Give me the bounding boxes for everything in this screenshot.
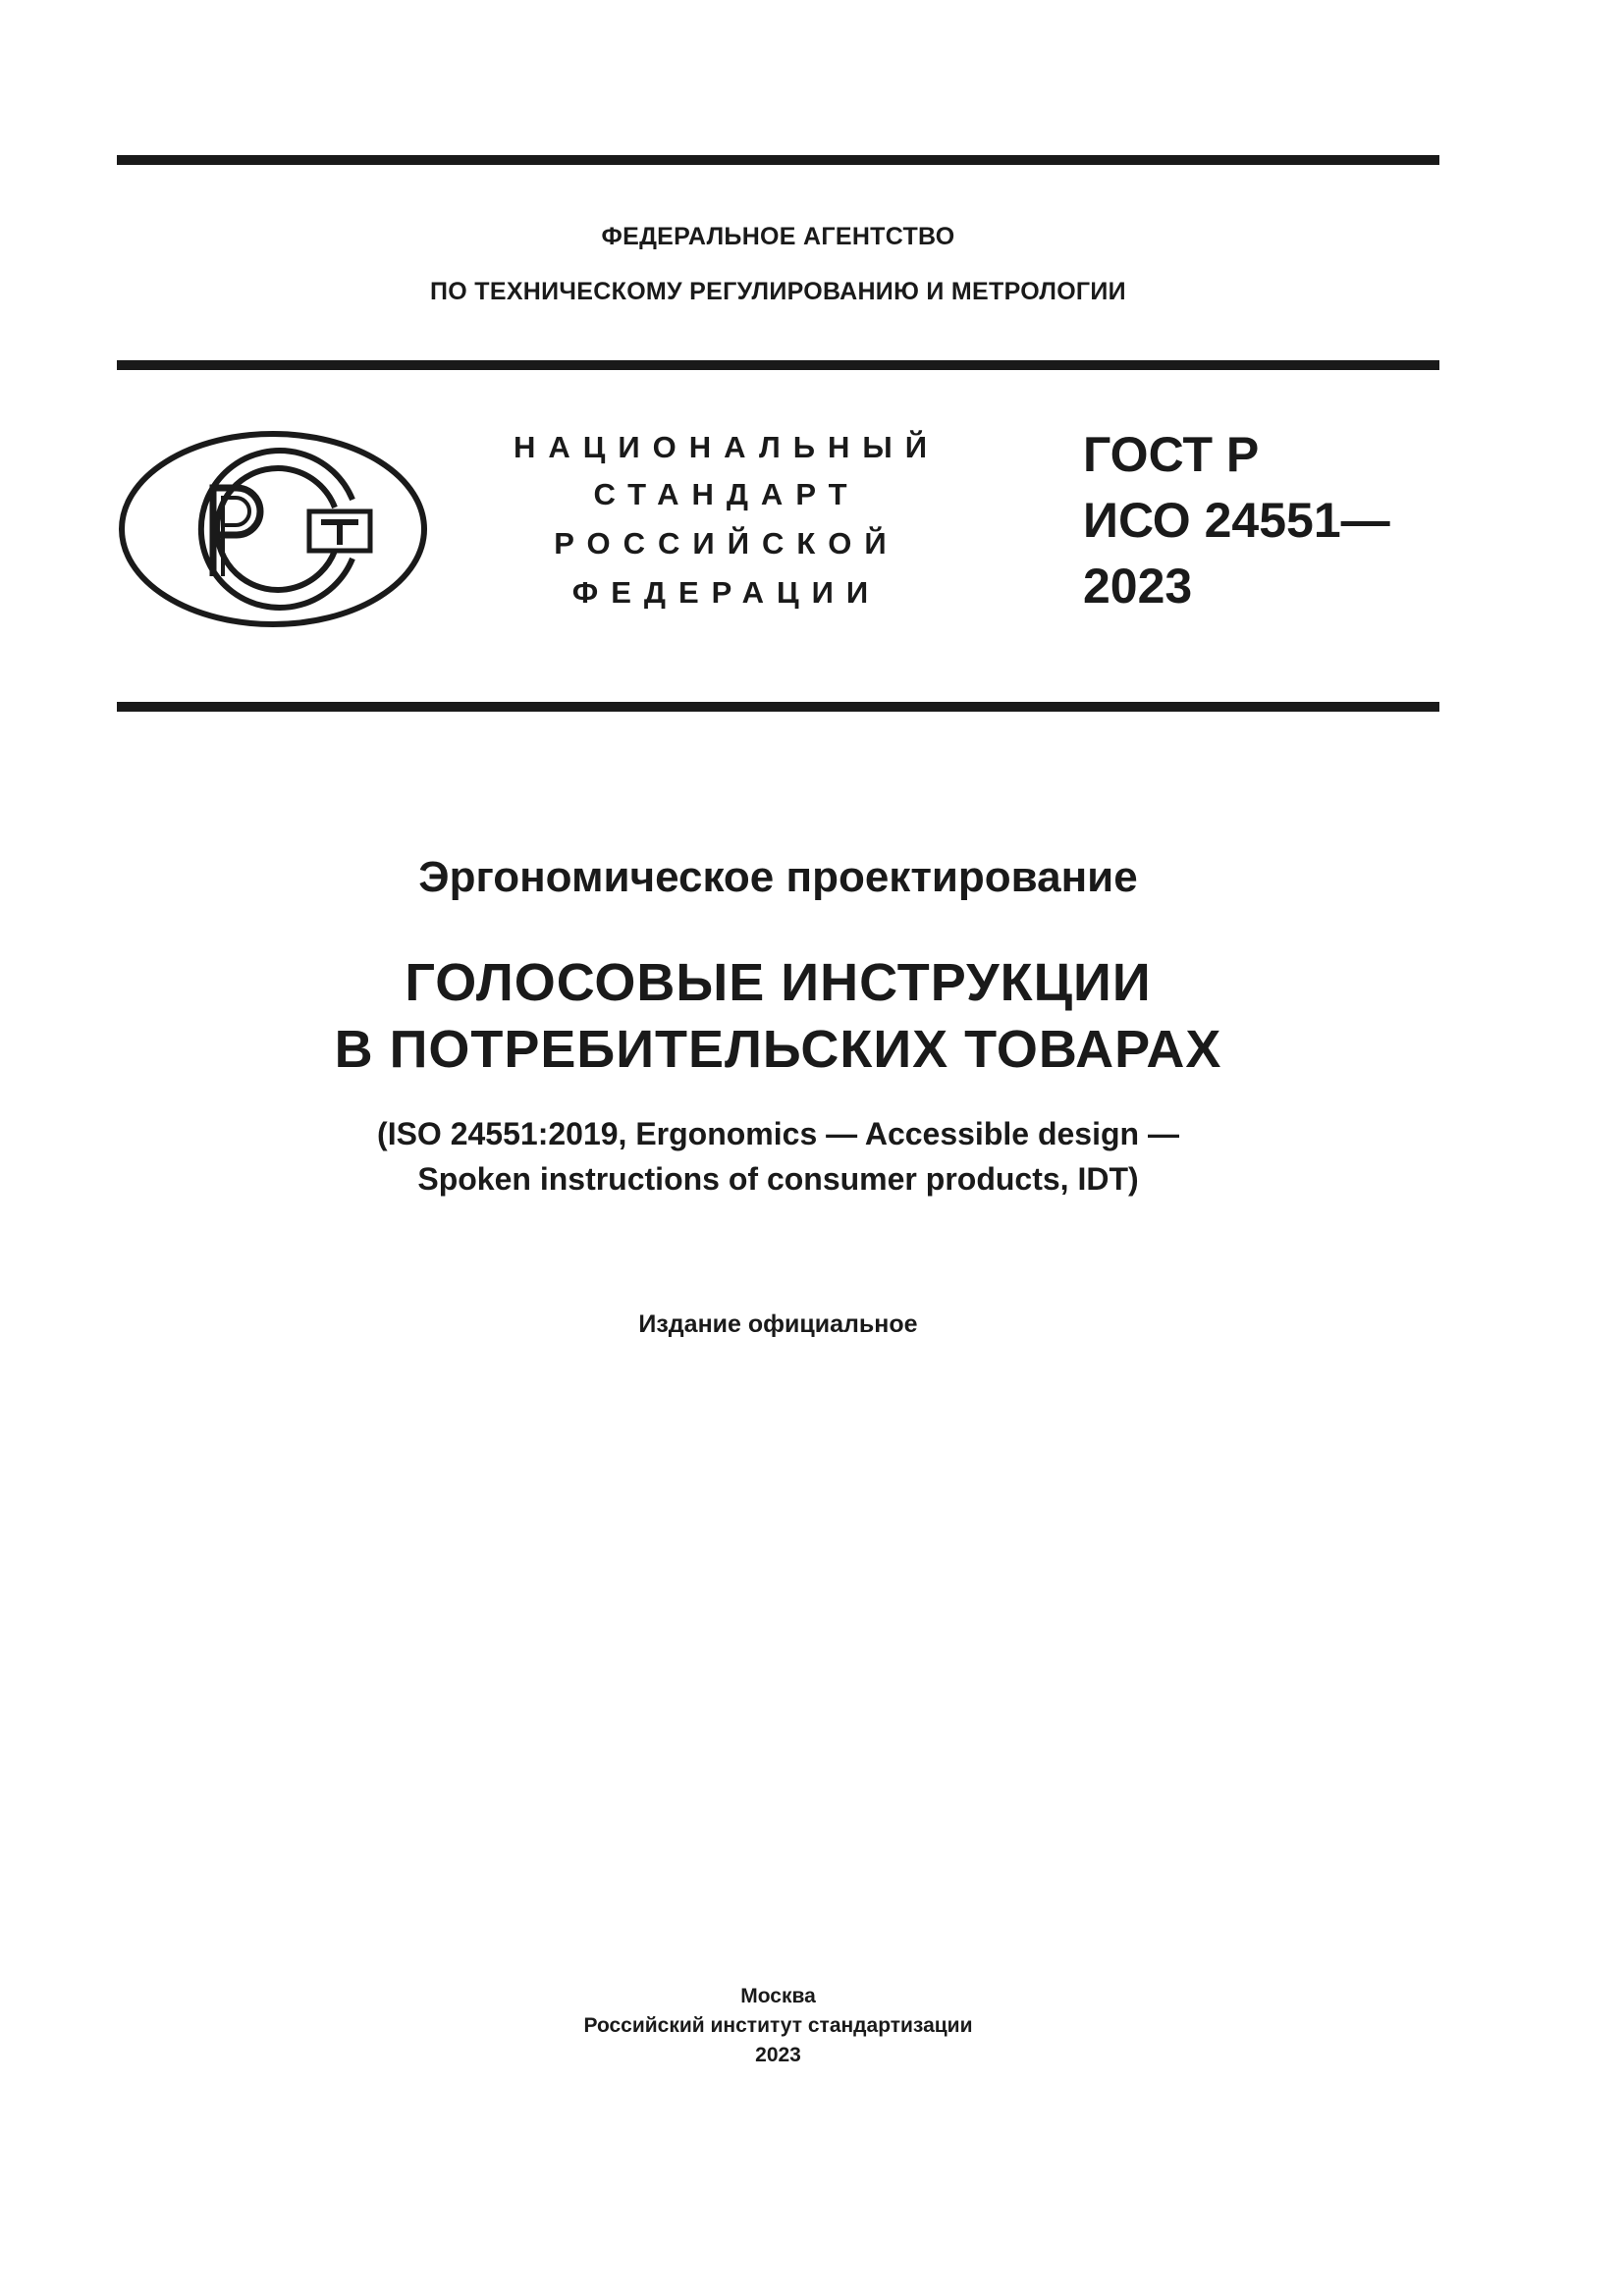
document-title-line-1: ГОЛОСОВЫЕ ИНСТРУКЦИИ (405, 953, 1152, 1012)
iso-reference-line-1: (ISO 24551:2019, Ergonomics — Accessible design — (377, 1116, 1179, 1151)
standard-designation-year: 2023 (1083, 559, 1193, 614)
standard-designation-line-2: ИСО 24551— (1083, 493, 1390, 548)
agency-name-line-2: ПО ТЕХНИЧЕСКОМУ РЕГУЛИРОВАНИЮ И МЕТРОЛОГИИ (430, 278, 1126, 305)
national-standard-line-2: СТАНДАРТ (593, 477, 860, 511)
agency-name-line-1: ФЕДЕРАЛЬНОЕ АГЕНТСТВО (601, 223, 955, 250)
header-divider-rule (117, 360, 1439, 370)
edition-label: Издание официальное (638, 1310, 918, 1338)
top-rule (117, 155, 1439, 165)
standard-designation-line-1: ГОСТ Р (1083, 427, 1260, 482)
rst-conformity-mark-icon (117, 429, 429, 629)
document-subtitle: Эргономическое проектирование (418, 853, 1138, 901)
iso-reference-line-2: Spoken instructions of consumer products, IDT) (417, 1161, 1139, 1197)
national-standard-line-1: НАЦИОНАЛЬНЫЙ (513, 430, 941, 464)
header-bottom-rule (117, 702, 1439, 712)
document-title-line-2: В ПОТРЕБИТЕЛЬСКИХ ТОВАРАХ (334, 1020, 1222, 1079)
national-standard-line-3: РОССИЙСКОЙ (554, 526, 899, 561)
imprint-publisher: Российский институт стандартизации (583, 2014, 973, 2037)
imprint-year: 2023 (755, 2044, 801, 2066)
imprint-city: Москва (740, 1985, 816, 2007)
national-standard-line-4: ФЕДЕРАЦИИ (571, 575, 882, 610)
